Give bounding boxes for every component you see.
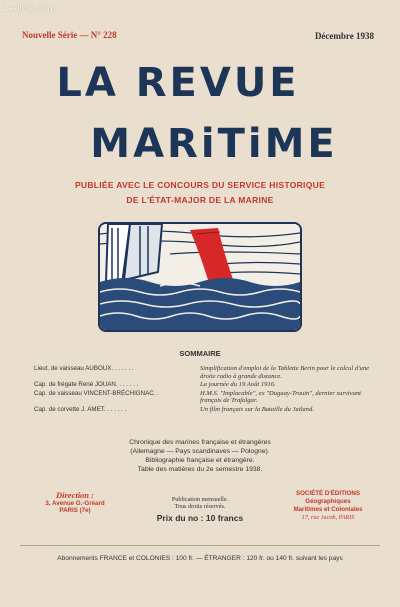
list-item — [34, 390, 374, 405]
direction-title: Direction : — [55, 490, 94, 500]
chronicle-line: Chronique des marines française et étrangères — [129, 439, 271, 446]
ship-flag-illustration — [98, 222, 302, 332]
subscription-rates: Abonnements FRANCE et COLONIES : 100 fr. — ÉTRANGER : 120 fr. ou 140 fr. suivant les pays — [57, 555, 343, 562]
toc-article: Un film français sur la Bataille du Jutland. — [200, 405, 314, 413]
table-of-contents — [34, 365, 374, 415]
toc-article: H.M.S. "Implacable", ex "Duguay-Trouin", dernier survivant français de Trafalgar. — [200, 389, 361, 405]
toc-author: Cap. de vaisseau VINCENT-BRÉCHIGNAC. . — [34, 389, 159, 397]
toc-author: Cap. de frégate René JOUAN. . . . . . . — [34, 381, 139, 389]
publisher-name: Géographiques — [305, 498, 351, 505]
subtitle-line-2: DE L'ÉTAT-MAJOR DE LA MARINE — [126, 195, 274, 205]
ship-illustration-icon — [100, 224, 300, 330]
rights-notice: Tous droits réservés. — [174, 503, 226, 510]
direction-address: 3, Avenue O.-Gréard — [45, 500, 105, 507]
issue-series: Nouvelle Série — N° 228 — [22, 30, 117, 40]
chronicle-line: Bibliographie française et étrangère. — [145, 457, 255, 464]
toc-author: Lieut. de vaisseau AUBOUX. . . . . . . — [34, 365, 134, 372]
title-line-1: LA REVUE — [56, 60, 300, 106]
issue-date: Décembre 1938 — [314, 31, 374, 41]
title-line-2: MARiTiME — [90, 121, 338, 167]
list-item — [34, 406, 374, 414]
chronicle-line: (Allemagne — Pays scandinaves — Pologne). — [130, 448, 270, 455]
publisher-block — [268, 490, 388, 522]
toc-author: Cap. de corvette J. AMET. . . . . . . — [34, 405, 127, 413]
divider — [20, 545, 380, 546]
publication-frequency: Publication mensuelle. — [171, 496, 229, 503]
toc-article: Simplification d'emploi de la Tablette Berin pour le calcul d'une droite radio à grande distance. — [200, 365, 370, 380]
subtitle-line-1: PUBLIÉE AVEC LE CONCOURS DU SERVICE HISTORIQUE — [74, 180, 326, 190]
publisher-name: SOCIÉTÉ D'ÉDITIONS — [295, 490, 361, 497]
publisher-address: 17, rue Jacob, PARIS — [301, 514, 355, 521]
issue-price: Prix du no : 10 francs — [156, 513, 244, 523]
chronicle-section — [0, 438, 400, 474]
direction-block — [20, 490, 130, 514]
publisher-name: Maritimes et Coloniales — [293, 506, 363, 513]
direction-city: PARIS (7e) — [59, 507, 91, 514]
list-item — [34, 381, 374, 389]
toc-article: La journée du 19 Août 1916. — [200, 381, 276, 389]
chronicle-line: Table des matières du 2e semestre 1938. — [137, 466, 263, 473]
summary-heading: SOMMAIRE — [179, 349, 221, 358]
publication-info — [140, 496, 260, 523]
list-item — [34, 365, 374, 380]
watermark: Le-livre.com — [4, 3, 56, 13]
